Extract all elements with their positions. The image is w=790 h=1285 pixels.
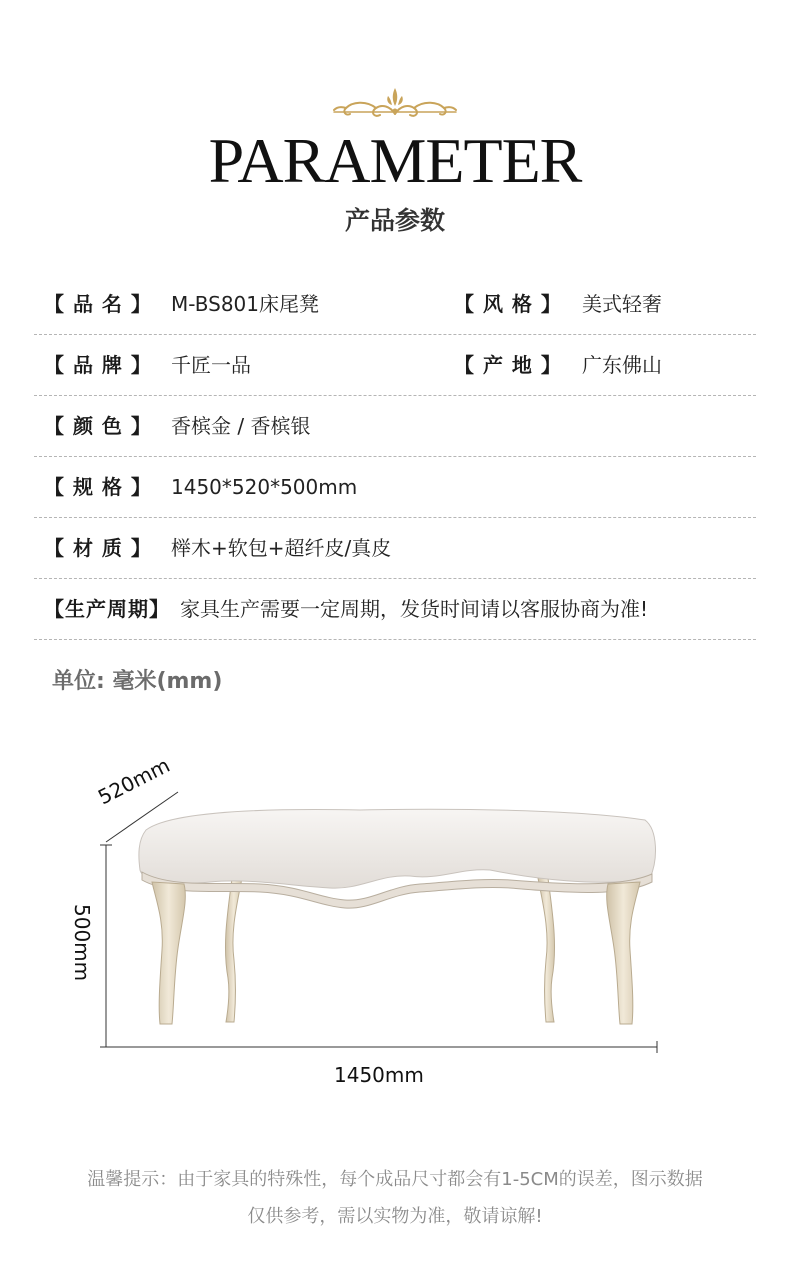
param-row-production-cycle: [34, 579, 756, 640]
brand-value: 千匠一品: [171, 353, 251, 377]
style-value: 美式轻奢: [582, 292, 662, 316]
size-value: 1450*520*500mm: [171, 475, 358, 499]
brand-label: 【 品 牌 】: [44, 353, 152, 377]
page-title: PARAMETER: [208, 125, 582, 196]
notice-line-1: 温馨提示：由于家具的特殊性，每个成品尺寸都会有1-5CM的误差，图示数据: [87, 1169, 703, 1190]
gold-ornament-icon: [330, 84, 460, 120]
bench-seat: [139, 809, 656, 888]
name-label: 【 品 名 】: [44, 292, 152, 316]
param-row-name-style: [34, 274, 756, 335]
param-row-material: [34, 518, 756, 579]
bench-front-leg-right: [607, 882, 640, 1024]
bench-dimension-diagram: [60, 760, 680, 1100]
unit-label: 单位: 毫米(mm): [52, 669, 223, 694]
material-label: 【 材 质 】: [44, 536, 152, 560]
parameter-table: [34, 274, 756, 640]
notice-line-2: 仅供参考，需以实物为准，敬请谅解!: [247, 1206, 543, 1227]
color-value: 香槟金 / 香槟银: [171, 414, 311, 438]
param-row-size: [34, 457, 756, 518]
origin-label: 【 产 地 】: [454, 353, 562, 377]
param-row-color: [34, 396, 756, 457]
page-subtitle: 产品参数: [344, 206, 445, 235]
production-cycle-label: 【生产周期】: [44, 597, 170, 621]
width-dimension-label: 1450mm: [334, 1063, 424, 1087]
origin-value: 广东佛山: [582, 353, 662, 377]
name-value: M-BS801床尾凳: [171, 292, 319, 316]
bench-back-leg-right: [538, 878, 555, 1022]
color-label: 【 颜 色 】: [44, 414, 152, 438]
production-cycle-value: 家具生产需要一定周期，发货时间请以客服协商为准!: [180, 597, 649, 621]
param-row-brand-origin: [34, 335, 756, 396]
bench-back-leg-left: [225, 878, 242, 1022]
style-label: 【 风 格 】: [454, 292, 562, 316]
depth-dimension-label: 520mm: [94, 752, 174, 810]
bench-front-leg-left: [152, 882, 185, 1024]
material-value: 榉木+软包+超纤皮/真皮: [171, 536, 392, 560]
size-label: 【 规 格 】: [44, 475, 152, 499]
height-dimension-label: 500mm: [70, 904, 94, 982]
